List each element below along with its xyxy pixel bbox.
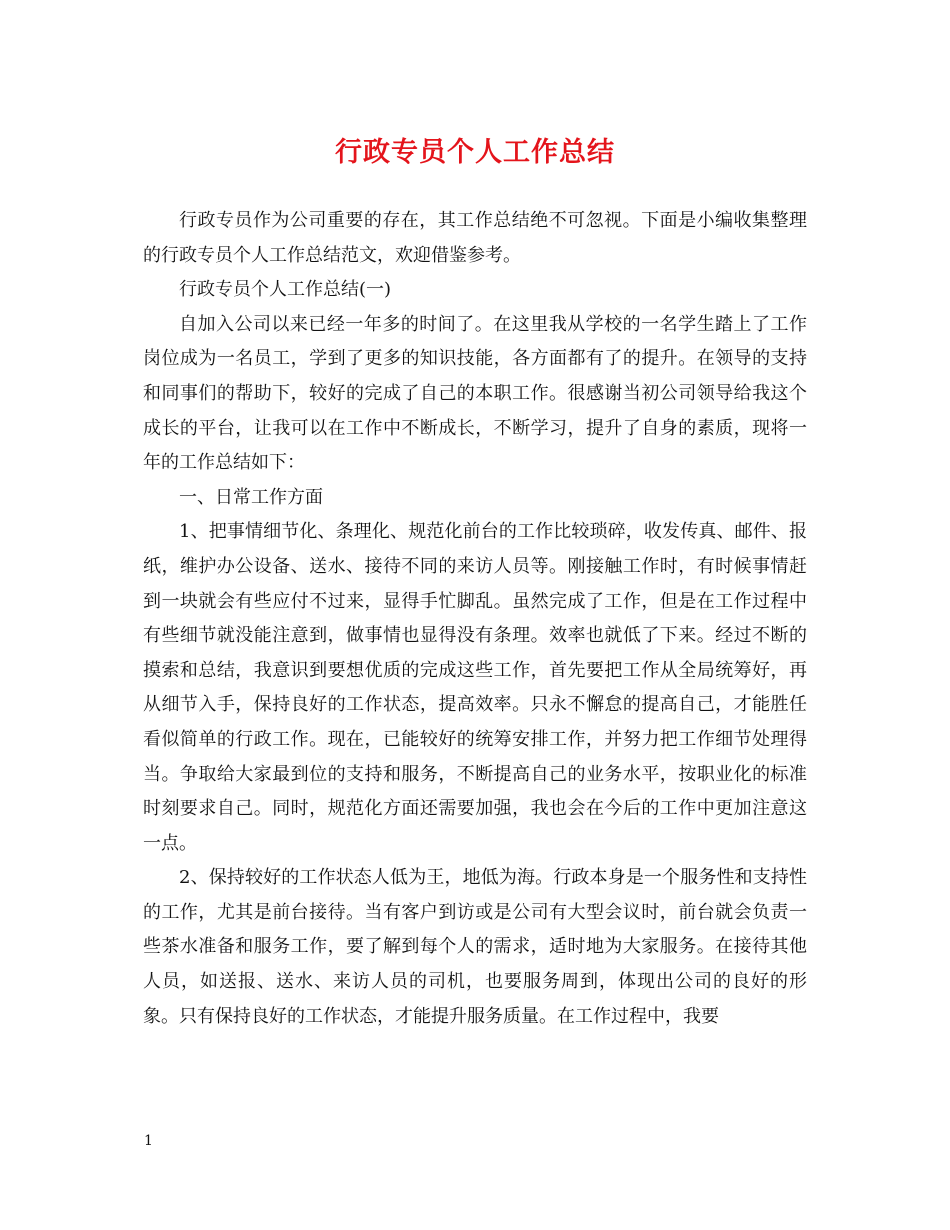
body-paragraph: 2、保持较好的工作状态人低为王，地低为海。行政本身是一个服务性和支持性的工作，尤其是前台接待。当有客户到访或是公司有大型会议时，前台就会负责一些茶水准备和服务工作，要了解到每个人的需求，适时地为大家服务。在接待其他人员，如送报、送水、来访人员的司机，也要服务周到，体现出公司的良好的形象。只有保持良好的工作状态，才能提升服务质量。在工作过程中，我要 <box>143 867 807 1027</box>
page-number: 1 <box>144 1133 153 1149</box>
document-title: 行政专员个人工作总结 <box>335 137 615 168</box>
section-heading: 行政专员个人工作总结(一) <box>179 279 392 301</box>
document-body <box>143 204 807 1034</box>
body-paragraph: 自加入公司以来已经一年多的时间了。在这里我从学校的一名学生踏上了工作岗位成为一名员工，学到了更多的知识技能，各方面都有了的提升。在领导的支持和同事们的帮助下，较好的完成了自己的本职工作。很感谢当初公司领导给我这个成长的平台，让我可以在工作中不断成长，不断学习，提升了自身的素质，现将一年的工作总结如下： <box>143 313 807 474</box>
body-paragraph: 1、把事情细节化、条理化、规范化前台的工作比较琐碎，收发传真、邮件、报纸，维护办公设备、送水、接待不同的来访人员等。刚接触工作时，有时候事情赶到一块就会有些应付不过来，显得手忙脚乱。虽然完成了工作，但是在工作过程中有些细节就没能注意到，做事情也显得没有条理。效率也就低了下来。经过不断的摸索和总结，我意识到要想优质的完成这些工作，首先要把工作从全局统筹好，再从细节入手，保持良好的工作状态，提高效率。只永不懈怠的提高自己，才能胜任看似简单的行政工作。现在，已能较好的统筹安排工作，并努力把工作细节处理得当。争取给大家最到位的支持和服务，不断提高自己的业务水平，按职业化的标准时刻要求自己。同时，规范化方面还需要加强，我也会在今后的工作中更加注意这一点。 <box>143 521 807 854</box>
intro-paragraph: 行政专员作为公司重要的存在，其工作总结绝不可忽视。下面是小编收集整理的行政专员个人工作总结范文，欢迎借鉴参考。 <box>143 210 807 266</box>
subsection-heading: 一、日常工作方面 <box>179 486 323 508</box>
